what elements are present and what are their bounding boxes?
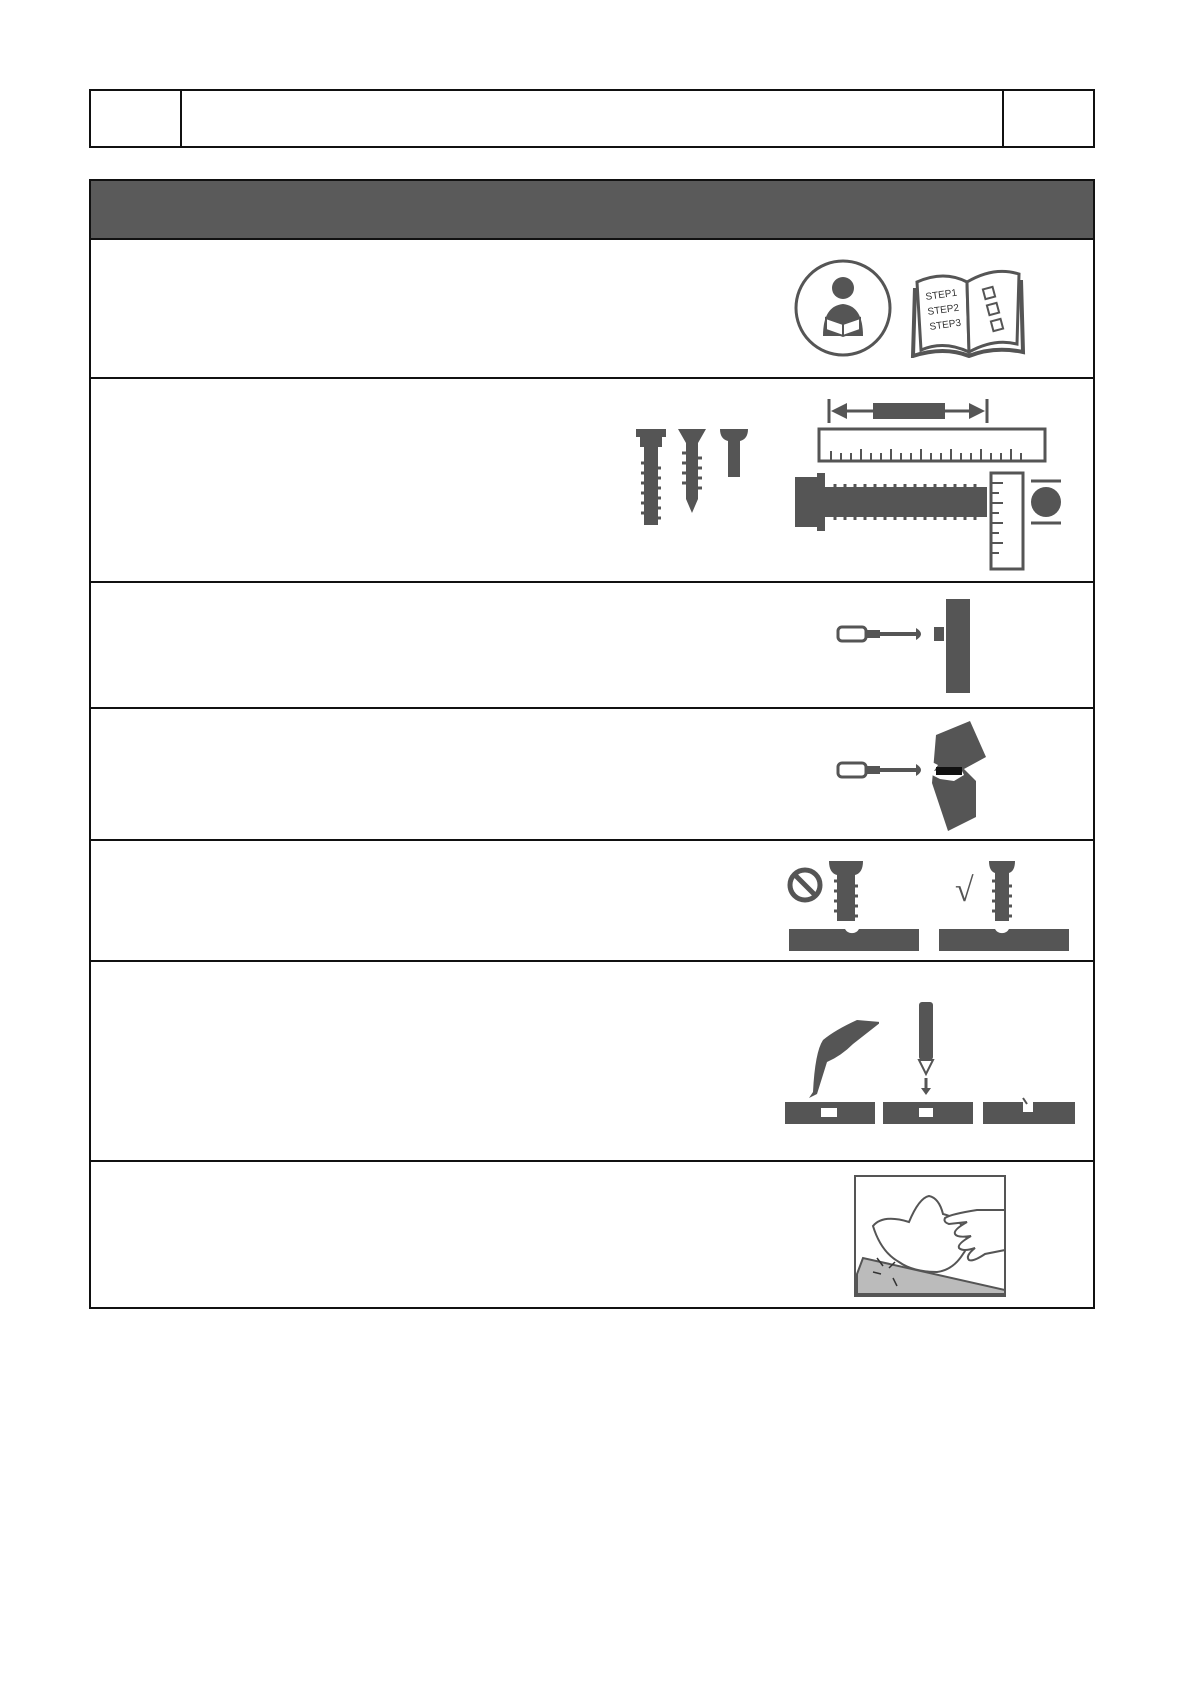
section-banner (91, 181, 1093, 240)
measure-bolt-icon (791, 393, 1067, 573)
instruction-row-sharp-edges (91, 1162, 1093, 1310)
instruction-row-read-manual (91, 240, 1093, 379)
instruction-row-screw-alignment (91, 841, 1093, 962)
instruction-row-mark-holes (91, 962, 1093, 1162)
pointing-hand-icon (783, 1000, 879, 1126)
safety-panel (89, 179, 1095, 1309)
screwdriver-wall-icon (836, 597, 986, 695)
check-symbol: √ (955, 872, 974, 909)
hand-sharp-edge-icon (853, 1174, 1009, 1298)
reading-person-icon (793, 258, 893, 358)
instruction-row-do-not-overtighten (91, 583, 1093, 709)
instruction-row-identify-hardware (91, 379, 1093, 583)
instruction-row-do-not-strip (91, 709, 1093, 841)
screwdriver-broken-panel-icon (836, 717, 986, 833)
book-step-1: STEP1 (924, 287, 958, 303)
screw-types-icon (628, 423, 758, 533)
header-left-cell (91, 91, 182, 146)
check-mark-icon (935, 851, 1075, 955)
prohibited-icon (785, 851, 925, 955)
instruction-book-icon (909, 260, 1029, 358)
book-step-3: STEP3 (928, 317, 962, 333)
header-right-cell (1004, 91, 1093, 146)
book-step-2: STEP2 (926, 302, 960, 318)
pencil-mark-icon (881, 1000, 977, 1126)
header-title-cell (182, 91, 1004, 146)
document-header (89, 89, 1095, 148)
drilled-hole-icon (981, 1000, 1077, 1126)
